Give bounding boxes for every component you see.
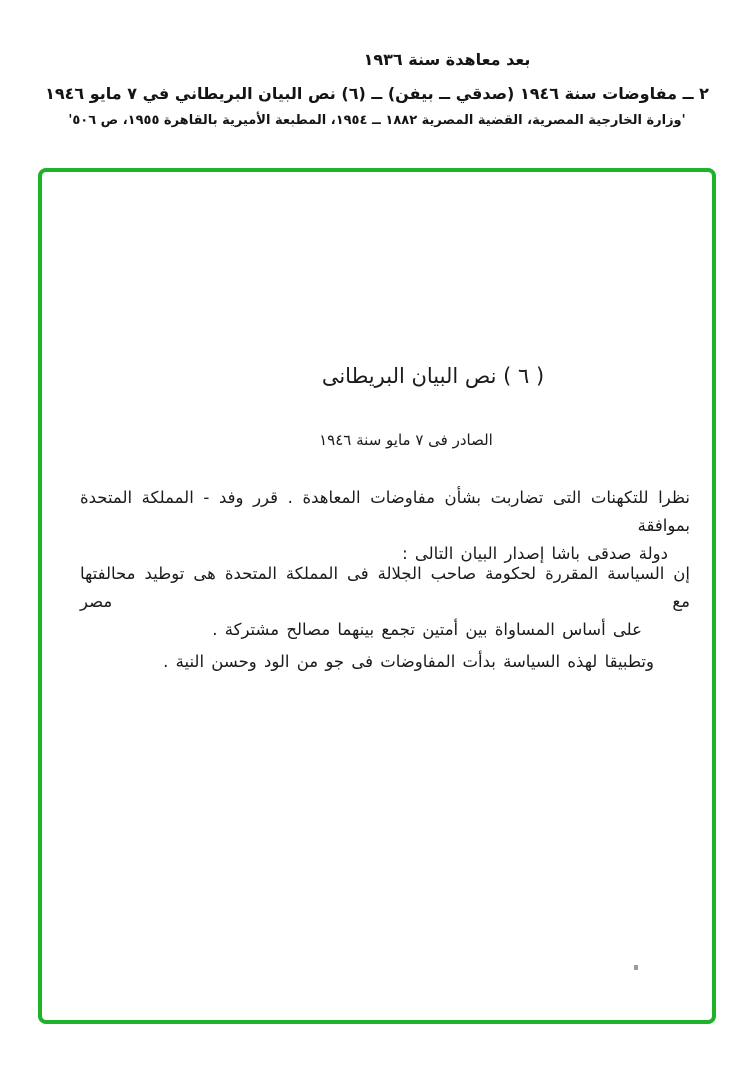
- paragraph-line: على أساس المساواة بين أمتين تجمع بينهما مصالح مشتركة .: [212, 620, 642, 639]
- header-series-line: بعد معاهدة سنة ١٩٣٦: [363, 50, 531, 69]
- scan-artifact-speck: [634, 965, 638, 970]
- document-frame: [38, 168, 716, 1024]
- paragraph: [42, 648, 712, 676]
- paragraph: [42, 560, 712, 644]
- document-title: ( ٦ ) نص البيان البريطانى: [321, 364, 545, 388]
- paragraph-line: إن السياسة المقررة لحكومة صاحب الجلالة فى المملكة المتحدة هى توطيد محالفتها مع مصر: [80, 564, 690, 611]
- paragraph-line: وتطبيقا لهذه السياسة بدأت المفاوضات فى جو من الود وحسن النية .: [163, 652, 654, 671]
- paragraph-line: دولة صدقى باشا إصدار البيان التالى :: [402, 544, 668, 563]
- header-title-line: ٢ ــ مفاوضات سنة ١٩٤٦ (صدقي ــ بيفن) ــ (٦) نص البيان البريطاني في ٧ مايو ١٩٤٦: [45, 84, 709, 103]
- paragraph-line: نظرا للتكهنات التى تضاربت بشأن مفاوضات المعاهدة . قرر وفد - المملكة المتحدة بموافقة: [80, 488, 690, 535]
- paragraph: [42, 484, 712, 568]
- document-subtitle: الصادر فى ٧ مايو سنة ١٩٤٦: [319, 431, 493, 449]
- header-source-citation: 'وزارة الخارجية المصرية، القضية المصرية ١٨٨٢ ــ ١٩٥٤، المطبعة الأميرية بالقاهرة ١٩٥٥، ص ٥٠٦': [68, 113, 686, 128]
